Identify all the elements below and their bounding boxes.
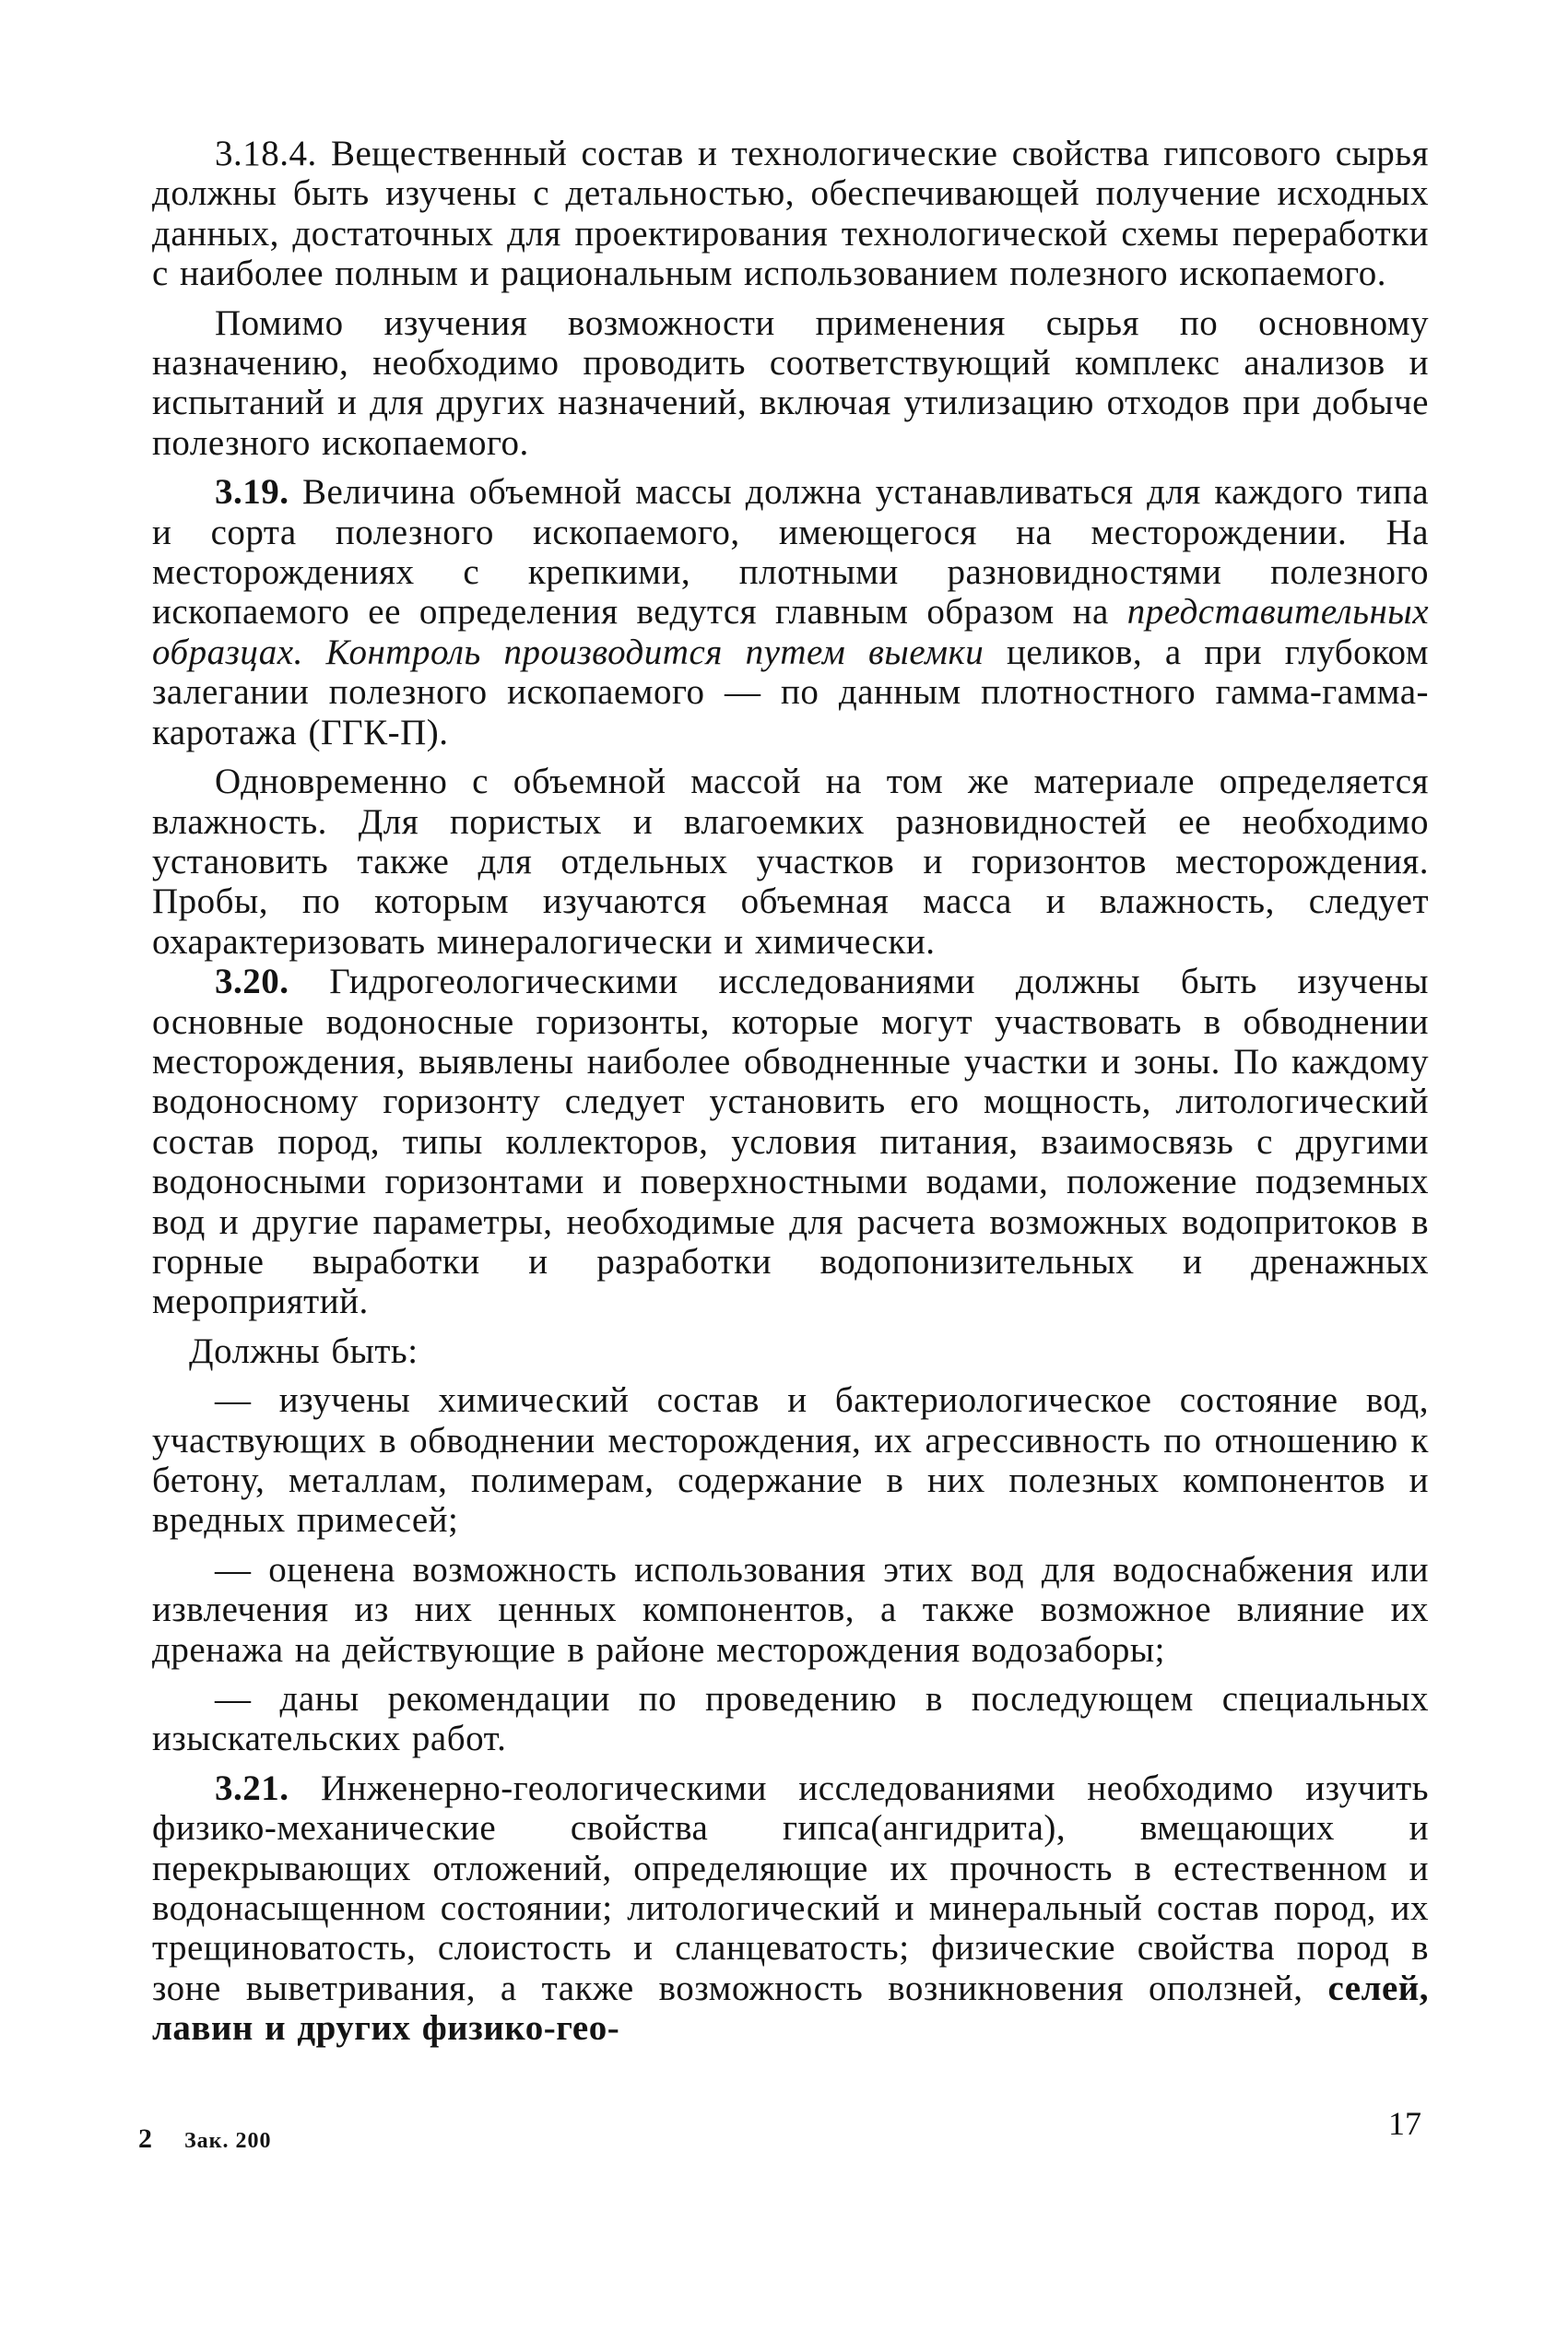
list-item-water-supply: — оценена возможность использования этих вод для водоснабжения или извлечения из них ценных компонентов, а также возможное влияние их дренажа на действующие в районе месторождения водозаборы; [152,1549,1429,1670]
list-item-recommendations: — даны рекомендации по проведению в последующем специальных изыскательских работ. [152,1679,1429,1759]
paragraph-text: Гидрогеологическими исследованиями должны быть изучены основные водоносные горизонты, которые могут участвовать в обводнении месторождения, выявлены наиболее обводненные участки и зоны. По каждому водоносному горизонту следует установить его мощность, литологический состав пород, типы коллекторов, условия питания, взаимосвязь с другими водоносными горизонтами и поверхностными водами, положение подземных вод и другие параметры, необходимые для расчета возможных водопритоков в горные выработки и разработки водопонизительных и дренажных мероприятий. [152,962,1430,1322]
section-number: 3.19. [215,472,289,513]
paragraph-text: Инженерно-геологическими исследованиями необходимо изучить физико-механические свойства гипса(ангидрита), вмещающих и перекрывающих отложений, определяющие их прочность в естественном и водонасыщенном состоянии; литологический и минеральный состав пород, их трещиноватость, слоистость и сланцеватость; физические свойства пород в зоне выветривания, а также возможность возникновения оползней, [152,1768,1429,2008]
order-number: Зак. 200 [184,2129,272,2153]
page-number: 17 [1388,2105,1421,2142]
paragraph-must-be: Должны быть: [189,1331,419,1371]
paragraph-3-21 [152,1768,1429,2049]
paragraph-utilization: Помимо изучения возможности применения сырья по основному назначению, необходимо проводить соответствующий комплекс анализов и испытаний и для других назначений, включая утилизацию отходов при добыче полезного ископаемого. [152,302,1429,463]
paragraph-3-18-4: 3.18.4. Вещественный состав и технологические свойства гипсового сырья должны быть изучены с детальностью, обеспечивающей получение исходных данных, достаточных для проектирования технологической схемы переработки с наиболее полным и рациональным использованием полезного ископаемого. [152,134,1429,294]
printer-signature [138,2123,272,2155]
list-item-chemical: — изучены химический состав и бактериологическое состояние вод, участвующих в обводнении месторождения, их агрессивность по отношению к бетону, металлам, полимерам, содержание в них полезных компонентов и вредных примесей; [152,1380,1429,1541]
section-number: 3.20. [215,962,289,1002]
paragraph-3-20 [152,962,1429,1322]
paragraph-3-19 [152,472,1429,752]
signature-number: 2 [138,2123,153,2154]
paragraph-text-continued: целиков, а при глубоком залегании полезного ископаемого — по данным плотностного гамма-гамма-каротажа (ГГК-П). [152,632,1429,752]
paragraph-moisture: Одновременно с объемной массой на том же материале определяется влажность. Для пористых и влагоемких разновидностей ее необходимо установить также для отдельных участков и горизонтов месторождения. Пробы, по которым изучаются объемная масса и влажность, следует охарактеризовать минералогически и химически. [152,762,1429,962]
bold-text: селей, лавин и других физико-гео- [152,1968,1430,2049]
body-text [152,134,1429,2049]
paragraph-text: Величина объемной массы должна устанавливаться для каждого типа и сорта полезного ископаемого, имеющегося на месторождении. На месторождениях с крепкими, плотными разновидностями полезного ископаемого ее определения ведутся главным образом на [152,472,1430,633]
section-number: 3.21. [215,1768,289,1808]
italic-text: представительных образцах. Контроль производится путем выемки [152,592,1430,672]
